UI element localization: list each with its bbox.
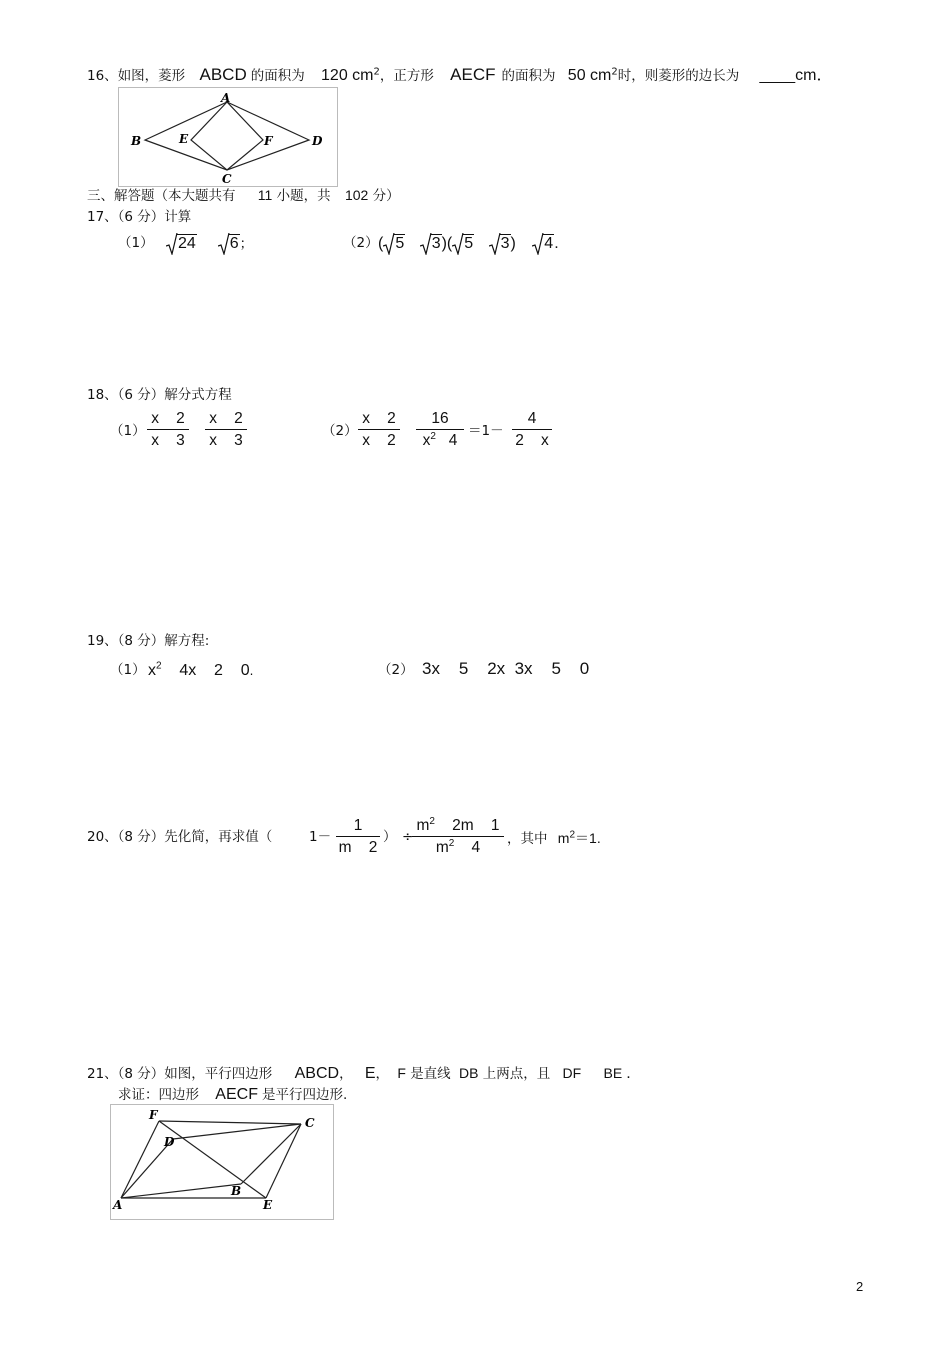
label-B: B — [231, 1184, 242, 1198]
label-A: A — [113, 1198, 123, 1212]
page-number: 2 — [856, 1279, 864, 1294]
label-E: E — [263, 1198, 273, 1212]
rhombus-figure — [118, 87, 338, 187]
parallelogram-diagram — [111, 1105, 333, 1219]
q17-part1-label: （1） — [118, 235, 154, 251]
label-E: E — [179, 132, 189, 146]
label-D: D — [312, 134, 323, 148]
q17-part2-label: （2） — [343, 235, 379, 251]
q17-heading: 17、（6 分）计算 — [87, 209, 192, 225]
label-A: A — [221, 91, 231, 105]
q19-part1-expr: $x^2$ 4x 2 0. — [148, 660, 254, 679]
q18-frac5: 4 2 x — [512, 409, 552, 450]
parallelogram-figure — [110, 1104, 334, 1220]
label-F: F — [149, 1108, 158, 1122]
q18-part1-label: （1） — [110, 423, 146, 439]
answer-blank: ____cm． — [759, 67, 833, 84]
q20-heading: 20、（8 分）先化简，再求值（ — [87, 829, 273, 845]
q18-part2-label: （2） — [322, 423, 358, 439]
label-D: D — [164, 1135, 175, 1149]
label-F: F — [264, 134, 273, 148]
label-B: B — [131, 134, 142, 148]
q18-frac4: 16 $x^2$ 4 — [416, 409, 464, 450]
q19-part2-label: （2） — [378, 662, 414, 678]
q19-part1-label: （1） — [110, 662, 146, 678]
q18-frac3: x 2 x 2 — [358, 409, 400, 450]
q20-frac1: 1 m 2 — [336, 816, 380, 857]
q18-frac2: x 2 x 3 — [205, 409, 247, 450]
q19-part2-expr: 3x 5 2x 3x 5 0 — [422, 659, 590, 678]
label-C: C — [222, 172, 232, 186]
q20-frac2: $m^2$ 2m 1 $m^2$ 4 — [412, 816, 504, 857]
label-C: C — [305, 1116, 315, 1130]
q16-text: 16、如图，菱形 ABCD 的面积为 120 $cm^2$，正方形 AECF 的面积为 50 $cm^2$时，则菱形的边长为 ____cm． — [87, 65, 833, 84]
q20-right-paren: ） — [383, 829, 397, 845]
q18-frac1: x 2 x 3 — [147, 409, 189, 450]
q20-divide: ÷ — [402, 829, 414, 845]
q18-equals: ＝1－ — [468, 423, 504, 439]
q18-heading: 18、（6 分）解分式方程 — [87, 387, 232, 403]
rhombus-diagram — [119, 88, 337, 186]
square-aecf — [191, 102, 263, 170]
section-3-heading: 三、解答题（本大题共有 11 小题，共 102 分） — [87, 187, 400, 204]
q16-number: 16、 — [87, 68, 118, 84]
q20-one-minus: 1－ — [309, 829, 332, 845]
q21-heading: 21、（8 分）如图，平行四边形 ABCD， E， F 是直线 DB 上两点，且 DF BE . — [87, 1065, 631, 1082]
q20-condition: ，其中 $m^2=1$. — [507, 829, 601, 847]
rhombus-name: ABCD — [199, 65, 247, 84]
q17-part1-expr: 24 6； — [166, 235, 253, 253]
q21-prove: 求证：四边形 AECF 是平行四边形. — [118, 1086, 348, 1103]
rhombus-abcd — [145, 102, 309, 170]
q19-heading: 19、（8 分）解方程: — [87, 633, 210, 649]
square-name: AECF — [450, 65, 496, 84]
q17-part2-expr: ( 5 3)( 5 3) 4. — [378, 235, 559, 252]
